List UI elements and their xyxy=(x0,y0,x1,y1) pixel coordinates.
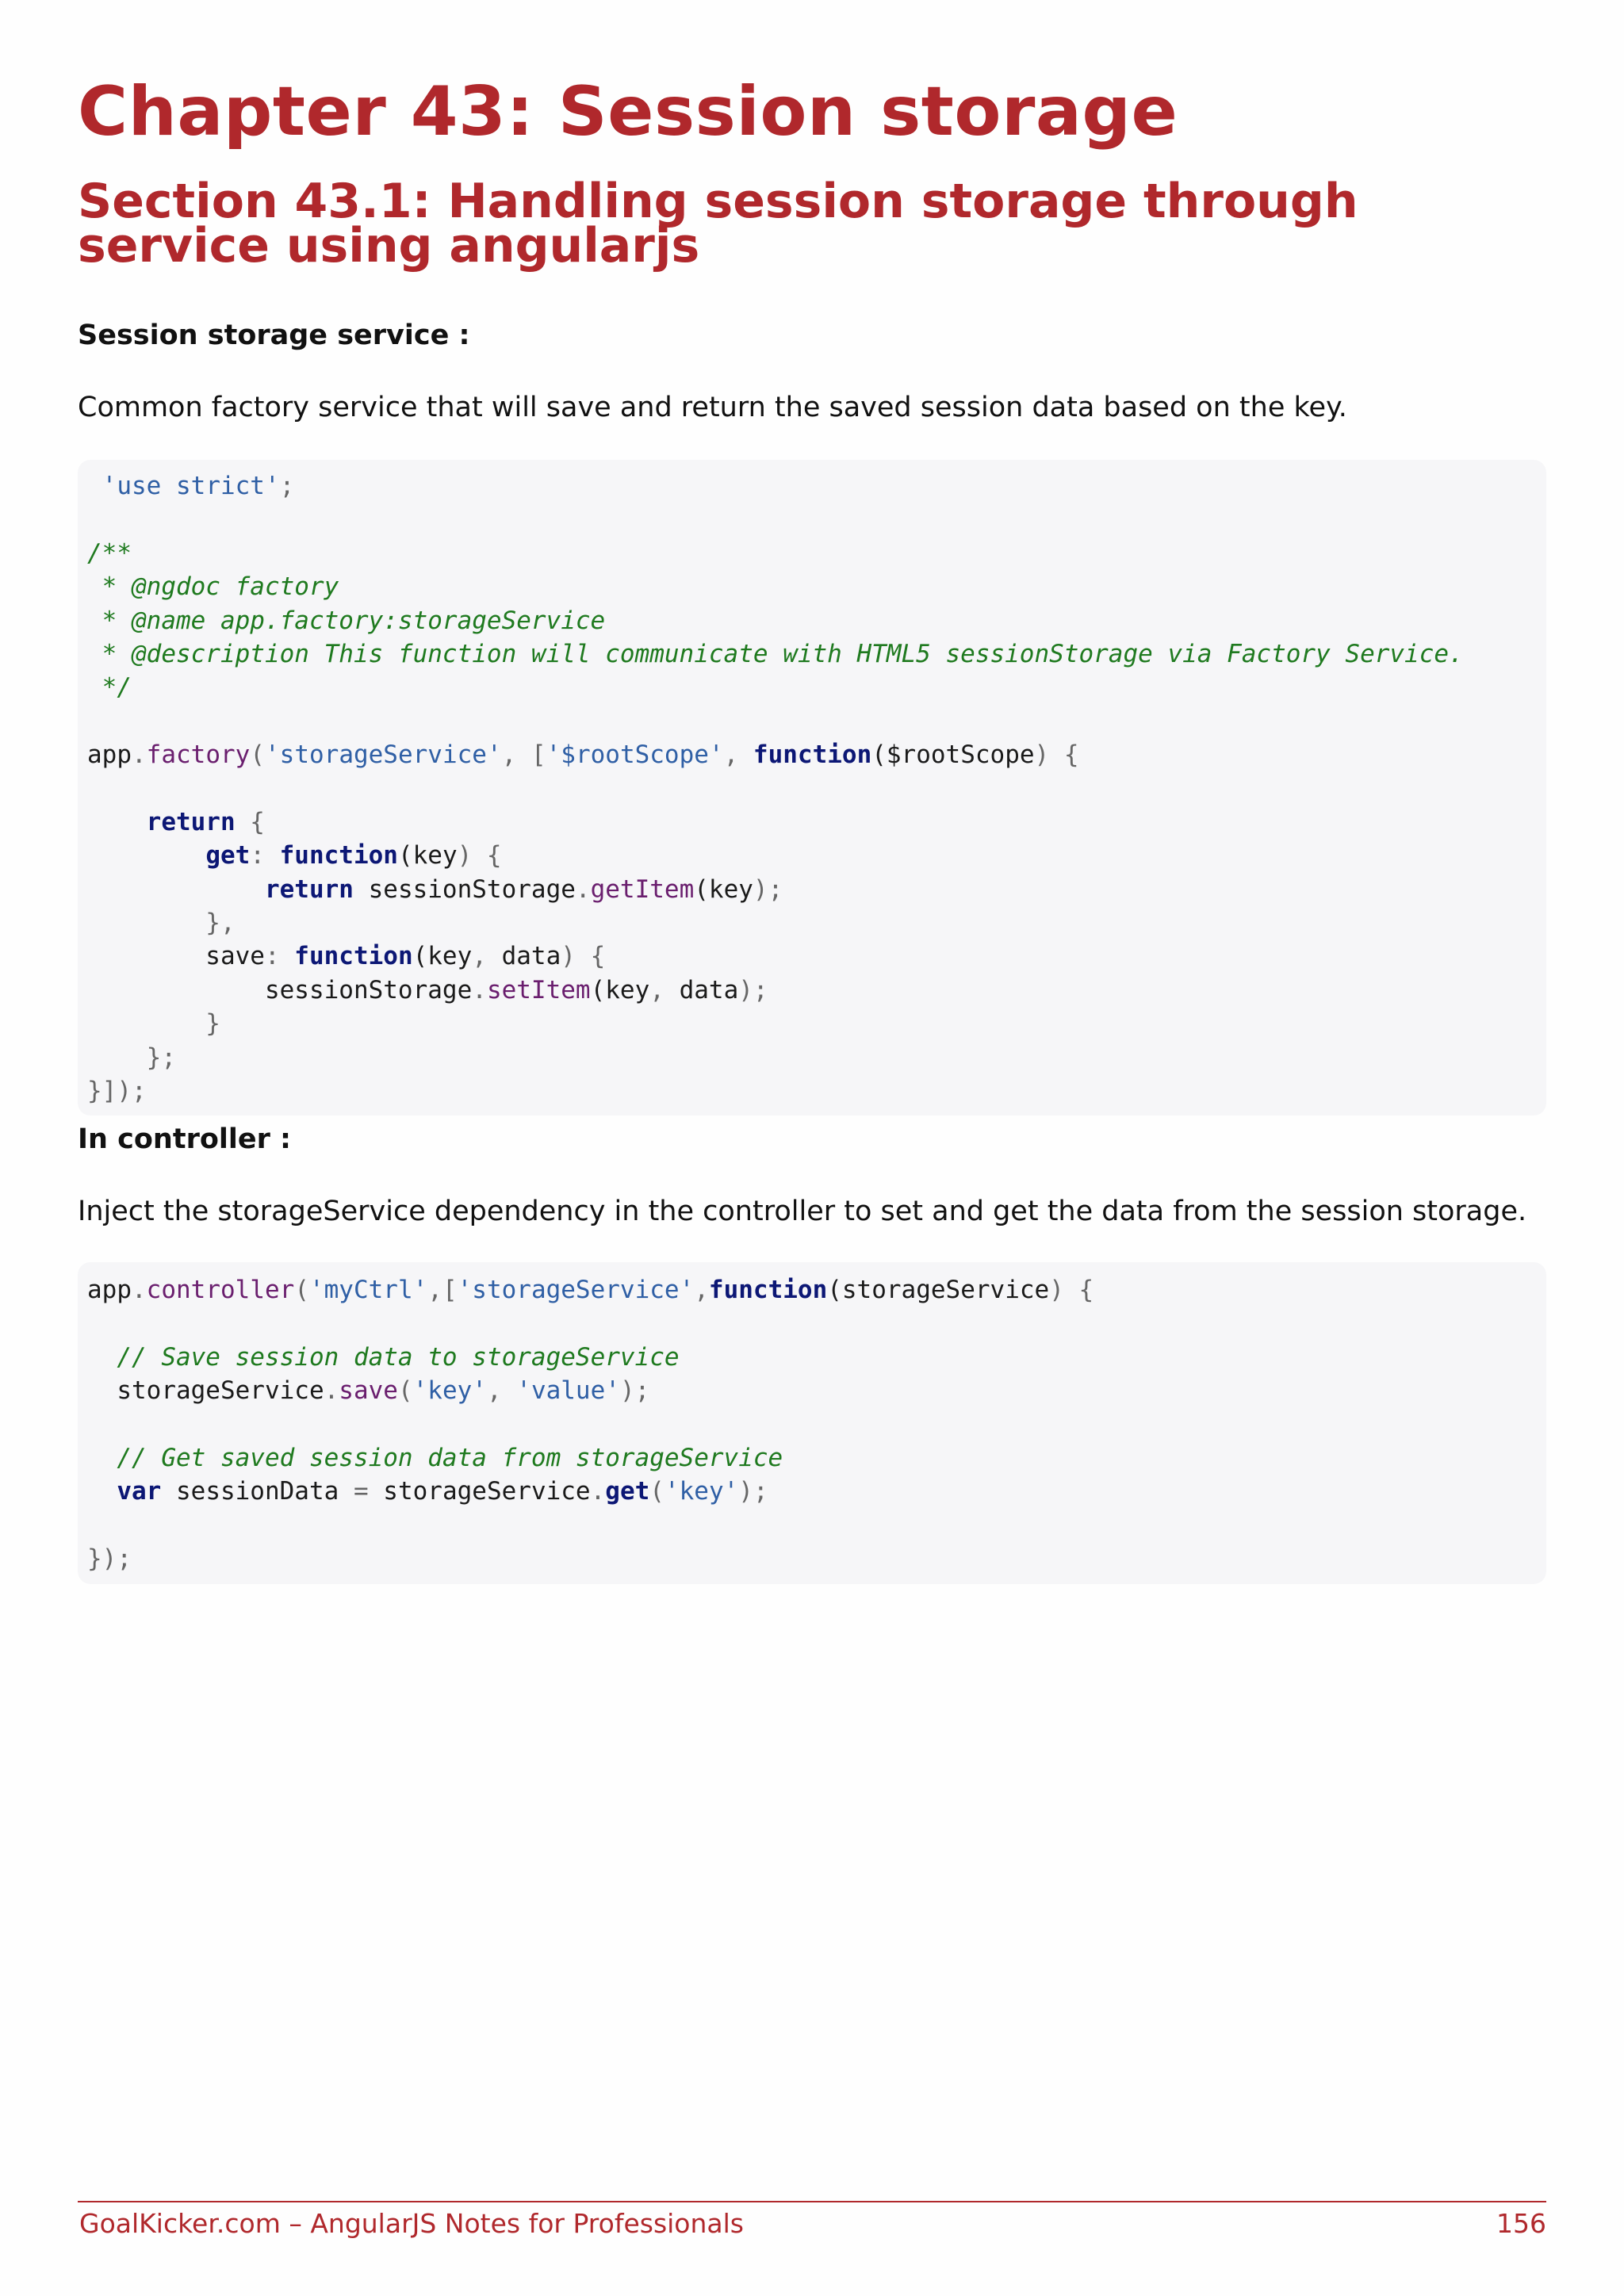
code-token: 'key' xyxy=(412,1376,487,1406)
code-token: function xyxy=(294,942,413,971)
code-line xyxy=(87,604,1546,637)
code-token: }, xyxy=(87,909,236,938)
code-token: ( xyxy=(397,1376,413,1406)
controller-description: Inject the storageService dependency in the controller to set and get the data from the session storage. xyxy=(78,1196,1527,1227)
code-token: , xyxy=(472,942,502,971)
code-token: data xyxy=(501,942,561,971)
code-token: 'value' xyxy=(516,1376,620,1406)
code-token: (key xyxy=(412,942,473,971)
code-token: 'myCtrl' xyxy=(308,1276,428,1304)
code-token: sessionData xyxy=(161,1477,354,1506)
code-token: 'key' xyxy=(664,1477,739,1506)
code-token: function xyxy=(708,1276,828,1304)
code-token: } xyxy=(87,1009,220,1039)
code-token: . xyxy=(132,740,147,770)
code-token: factory xyxy=(146,740,251,770)
code-token: storageService xyxy=(368,1477,591,1506)
code-token: = xyxy=(353,1477,369,1506)
code-line xyxy=(87,1007,1546,1040)
chapter-title: Chapter 43: Session storage xyxy=(78,72,1178,151)
code-token: return xyxy=(146,807,236,836)
code-token: . xyxy=(324,1376,339,1406)
code-token: data xyxy=(679,975,739,1004)
code-line xyxy=(87,469,1546,503)
code-line xyxy=(87,537,1546,570)
controller-label: In controller : xyxy=(78,1123,292,1155)
code-token xyxy=(87,472,102,500)
code-token: , xyxy=(694,1276,709,1304)
code-token: ); xyxy=(753,874,783,904)
code-line xyxy=(87,839,1546,872)
code-line xyxy=(87,1475,1546,1508)
code-token: ($rootScope xyxy=(871,740,1035,770)
service-description: Common factory service that will save and return the saved session data based on the key. xyxy=(78,392,1347,423)
code-token: ); xyxy=(738,975,768,1004)
code-token: get xyxy=(605,1477,650,1506)
code-token: (key xyxy=(590,975,650,1004)
footer-rule xyxy=(78,2201,1546,2202)
code-line xyxy=(87,637,1546,671)
code-token: ; xyxy=(279,472,295,500)
code-token: }]); xyxy=(87,1077,147,1106)
code-line xyxy=(87,1074,1546,1108)
code-token: controller xyxy=(146,1276,295,1304)
code-token: . xyxy=(590,1477,606,1506)
code-line xyxy=(87,1374,1546,1407)
code-token: sessionStorage xyxy=(353,874,576,904)
code-token: storageService xyxy=(87,1376,324,1406)
page-number: 156 xyxy=(1496,2208,1546,2239)
code-line xyxy=(87,738,1546,771)
code-line xyxy=(87,1408,1546,1441)
code-token: ) { xyxy=(561,942,606,971)
code-line xyxy=(87,806,1546,839)
code-token: 'storageService' xyxy=(265,740,502,770)
code-token: ( xyxy=(649,1477,665,1506)
code-line xyxy=(87,705,1546,738)
code-token: }; xyxy=(87,1043,176,1072)
code-token: return xyxy=(264,874,354,904)
code-token: ); xyxy=(619,1376,650,1406)
code-token: save xyxy=(339,1376,398,1406)
code-token: ); xyxy=(738,1477,768,1506)
service-label: Session storage service : xyxy=(78,320,470,351)
code-token: var xyxy=(117,1477,162,1506)
code-line xyxy=(87,939,1546,973)
code-token: : xyxy=(264,942,295,971)
code-token: , xyxy=(486,1376,517,1406)
code-line xyxy=(87,906,1546,939)
code-token xyxy=(87,841,205,870)
code-token: getItem xyxy=(590,874,695,904)
code-token: . xyxy=(575,874,591,904)
code-token: ) { xyxy=(457,841,502,871)
code-line xyxy=(87,1041,1546,1074)
code-token: function xyxy=(279,841,398,871)
code-token: * @ngdoc factory xyxy=(87,572,339,602)
code-line xyxy=(87,671,1546,704)
code-line xyxy=(87,1509,1546,1542)
code-token xyxy=(87,808,147,836)
code-token xyxy=(87,1343,117,1372)
code-token: (key xyxy=(694,874,753,904)
code-token: ( xyxy=(250,740,265,770)
code-token: { xyxy=(235,807,265,836)
code-token: (storageService xyxy=(827,1276,1050,1304)
code-token: * @name app.factory:storageService xyxy=(87,606,606,635)
code-token: . xyxy=(132,1276,147,1304)
code-token: sessionStorage xyxy=(87,975,473,1004)
code-token: , xyxy=(649,975,680,1004)
code-token: . xyxy=(472,975,487,1004)
code-token: , [ xyxy=(501,740,546,770)
code-line xyxy=(87,1542,1546,1575)
code-token: : xyxy=(250,841,280,871)
code-line xyxy=(87,1341,1546,1374)
footer-source: GoalKicker.com – AngularJS Notes for Professionals xyxy=(79,2208,744,2239)
code-token: // Save session data to storageService xyxy=(117,1342,680,1372)
code-token: 'use strict' xyxy=(102,472,280,500)
code-token: ( xyxy=(294,1276,309,1304)
code-token: function xyxy=(753,740,872,770)
code-token: (key xyxy=(397,841,458,871)
code-token: ) { xyxy=(1034,740,1079,770)
code-token xyxy=(87,1477,117,1506)
code-token: setItem xyxy=(486,975,591,1004)
code-token xyxy=(87,1444,117,1472)
code-token: }); xyxy=(87,1544,132,1574)
code-line xyxy=(87,1273,1546,1307)
code-token: // Get saved session data from storageService xyxy=(117,1443,783,1472)
code-token: 'storageService' xyxy=(457,1276,695,1304)
code-token: , xyxy=(723,740,753,770)
code-token xyxy=(87,875,265,904)
code-token: ) { xyxy=(1049,1276,1094,1304)
code-line xyxy=(87,974,1546,1007)
code-token: app xyxy=(87,740,132,770)
code-line xyxy=(87,1441,1546,1475)
code-line xyxy=(87,772,1546,806)
code-token: ,[ xyxy=(427,1276,458,1304)
code-line xyxy=(87,503,1546,536)
section-title: Section 43.1: Handling session storage through service using angularjs xyxy=(78,174,1358,274)
code-token: app xyxy=(87,1276,132,1304)
code-line xyxy=(87,873,1546,906)
controller-code-block xyxy=(78,1262,1546,1584)
code-line xyxy=(87,1307,1546,1340)
code-token: */ xyxy=(87,673,132,702)
service-code-block xyxy=(78,460,1546,1115)
code-token: /** xyxy=(87,538,132,568)
code-token: save xyxy=(87,942,265,971)
code-token: get xyxy=(205,841,251,871)
code-token: * @description This function will communicate with HTML5 sessionStorage via Factory Service. xyxy=(87,639,1464,668)
code-line xyxy=(87,570,1546,603)
code-token: '$rootScope' xyxy=(546,740,724,770)
